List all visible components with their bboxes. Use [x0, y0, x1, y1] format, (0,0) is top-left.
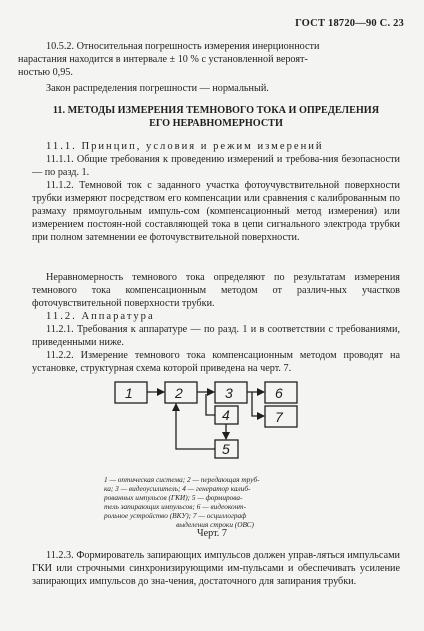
p-1052-line1: 10.5.2. Относительная погрешность измерения инерционности: [46, 41, 320, 52]
section-11-title-line2: ЕГО НЕРАВНОМЕРНОСТИ: [149, 118, 283, 129]
section-11-title-line1: 11. МЕТОДЫ ИЗМЕРЕНИЯ ТЕМНОВОГО ТОКА И ОПРЕДЕЛЕНИЯ: [52, 105, 380, 116]
block-6-label: 6: [275, 385, 283, 401]
p-1052-line3: ностью 0,95.: [18, 67, 73, 78]
paragraph-law: Закон распределения погрешности — нормальный.: [46, 83, 269, 94]
caption-line: выделения строки (ОВС): [176, 520, 254, 529]
block-2-label: 2: [175, 385, 183, 401]
block-4-label: 4: [222, 407, 230, 423]
block-7-label: 7: [275, 409, 283, 425]
paragraph-nonuniformity: Неравномерность темнового тока определяют по результатам измерения темнового тока компенсационным методом от различ-ных участков фоточувствительной поверхности трубки.: [32, 272, 400, 309]
caption-line: рольное устройство (ВКУ); 7 — осциллограф: [104, 511, 247, 520]
paragraph-11-2-3: 11.2.3. Формирователь запирающих импульсов должен управ-ляться импульсами ГКИ или строчными синхронизирующими им-пульсами и обеспечивать усиление запирающих импульсов до зна-чения, достаточного для запирания трубки.: [32, 550, 400, 587]
block-5-label: 5: [222, 441, 230, 457]
paragraph-10-5-2: [18, 40, 400, 79]
subsection-11-2: 11.2. Аппаратура: [46, 311, 155, 322]
caption-line: ка; 3 — видеоусилитель; 4 — генератор калиб-: [104, 484, 251, 493]
paragraph-11-1-2: 11.1.2. Темновой ток с заданного участка фотоучувствительной поверхности трубки измеряют посредством его компенсации или сравнения с калиброванным по размаху прямоугольным импуль-сом (компенсационный метод измерения) или измерением постоян-ной составляющей тока в цепи сигнального электрода трубки при полном затемнении ее фоточувствительной поверхности.: [32, 180, 400, 243]
block-diagram: [0, 378, 424, 468]
caption-line: 1 — оптическая система; 2 — передающая труб-: [104, 475, 260, 484]
paragraph-11-1-1: 11.1.1. Общие требования к проведению измерений и требова-ния безопасности — по разд. 1.: [32, 154, 400, 178]
p-1052-line2: нарастания находится в интервале ± 10 % с установленной вероят-: [18, 54, 308, 65]
caption-line: тель запирающих импульсов; 6 — видеоконт-: [104, 502, 247, 511]
caption-line: рованных импульсов (ГКИ); 5 — формирова-: [104, 493, 243, 502]
arrow-5-2: [176, 404, 215, 449]
figure-caption: [104, 475, 326, 529]
page-header: ГОСТ 18720—90 С. 23: [295, 18, 404, 29]
paragraph-11-2-1: 11.2.1. Требования к аппаратуре — по разд. 1 и в соответствии с требованиями, приведенными ниже.: [32, 324, 400, 348]
arrow-4-3: [206, 394, 215, 415]
block-1-label: 1: [125, 385, 133, 401]
figure-label: Черт. 7: [197, 528, 227, 539]
subsection-11-1: 11.1. Принцип, условия и режим измерений: [46, 141, 324, 152]
arrow-3-7: [252, 392, 264, 416]
paragraph-11-2-2: 11.2.2. Измерение темнового тока компенсационным методом проводят на установке, структурная схема которой приведена на черт. 7.: [32, 350, 400, 374]
block-3-label: 3: [225, 385, 233, 401]
